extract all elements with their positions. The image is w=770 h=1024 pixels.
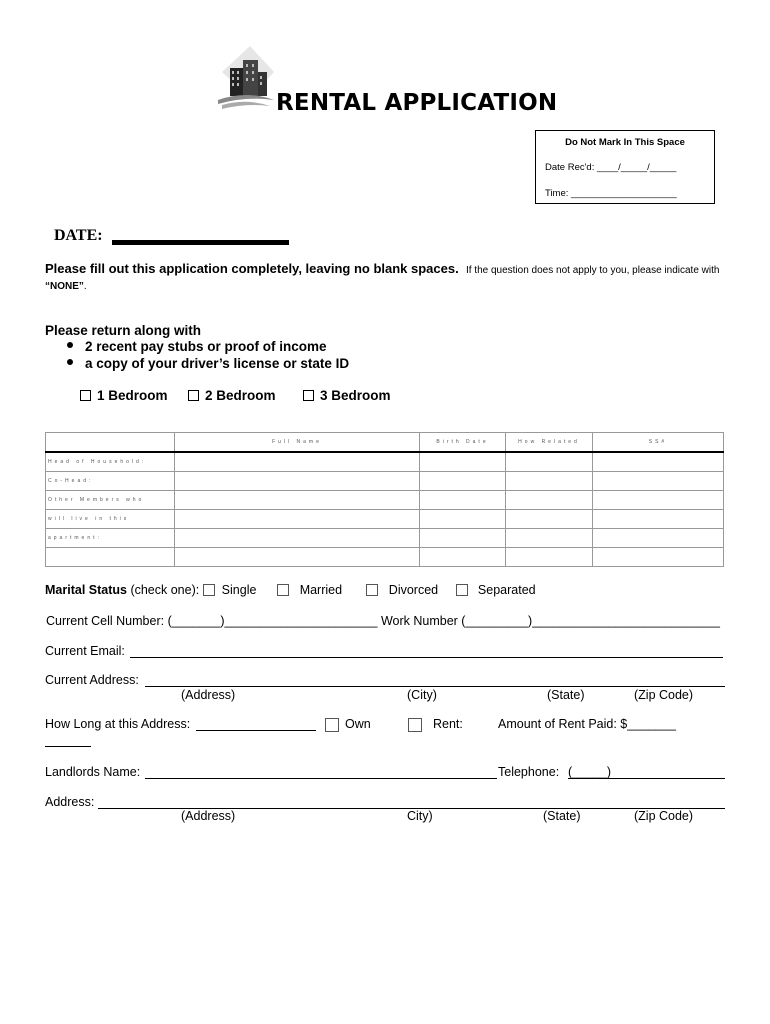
address-caption: (Address) (181, 809, 236, 823)
email-input-line[interactable] (130, 657, 723, 658)
table-cell[interactable] (506, 472, 593, 491)
instructions-end: . (83, 281, 87, 292)
landlord-address-label: Address: (45, 795, 95, 809)
column-header: Full Name (175, 433, 420, 453)
table-cell[interactable] (175, 510, 420, 529)
own-checkbox[interactable] (325, 718, 339, 732)
building-logo (216, 46, 274, 110)
page-title: RENTAL APPLICATION (276, 90, 558, 116)
table-cell[interactable] (175, 491, 420, 510)
city-caption: (City) (407, 688, 437, 702)
landlord-name-input-line[interactable] (145, 778, 497, 779)
table-cell[interactable] (593, 529, 724, 548)
bullet-icon (67, 342, 73, 348)
state-caption: (State) (547, 688, 585, 702)
bedroom-label: 3 Bedroom (320, 388, 391, 403)
option-label: Separated (477, 583, 536, 597)
single-checkbox[interactable] (203, 584, 215, 596)
list-item (67, 339, 327, 354)
column-header: SS# (593, 433, 724, 453)
table-cell[interactable] (420, 491, 506, 510)
bedroom-label: 2 Bedroom (205, 388, 276, 403)
table-cell[interactable] (506, 529, 593, 548)
column-header: How Related (506, 433, 593, 453)
address-input-line[interactable] (145, 686, 725, 687)
bedroom-option-1[interactable] (80, 388, 168, 403)
table-cell[interactable] (506, 491, 593, 510)
checkbox-icon[interactable] (303, 390, 314, 401)
table-cell[interactable] (593, 548, 724, 567)
marital-label: Marital Status (45, 583, 127, 597)
table-row (46, 529, 724, 548)
state-caption: (State) (543, 809, 581, 823)
row-label: will live in this (46, 510, 175, 529)
date-line[interactable] (112, 240, 289, 245)
how-long-input-line[interactable] (196, 730, 316, 731)
checkbox-icon[interactable] (188, 390, 199, 401)
table-cell[interactable] (175, 529, 420, 548)
phone-row[interactable] (46, 614, 720, 628)
table-cell[interactable] (420, 452, 506, 472)
list-item (67, 356, 349, 371)
city-caption: City) (407, 809, 433, 823)
table-cell[interactable] (420, 510, 506, 529)
landlord-name-label: Landlords Name: (45, 765, 141, 779)
row-label (46, 548, 175, 567)
marital-status-row (45, 583, 536, 597)
separated-checkbox[interactable] (456, 584, 468, 596)
bullet-icon (67, 359, 73, 365)
table-cell[interactable] (420, 548, 506, 567)
time-field: Time: ____________________ (545, 188, 677, 199)
table-cell[interactable] (175, 548, 420, 567)
landlord-phone-input-line[interactable] (568, 778, 725, 779)
option-label: Divorced (388, 583, 439, 597)
return-heading: Please return along with (45, 323, 202, 338)
none-word: “NONE” (45, 281, 84, 292)
table-cell[interactable] (593, 491, 724, 510)
table-row (46, 472, 724, 491)
rent-paid-continuation-line[interactable] (45, 746, 91, 747)
row-label: apartment: (46, 529, 175, 548)
table-cell[interactable] (420, 472, 506, 491)
row-label: Other Members who (46, 491, 175, 510)
address-label: Current Address: (45, 673, 139, 687)
table-cell[interactable] (420, 529, 506, 548)
date-label: DATE: (54, 227, 103, 244)
table-cell[interactable] (175, 472, 420, 491)
table-header-row (46, 433, 724, 453)
office-use-box (535, 130, 715, 204)
cell-number-field[interactable]: Current Cell Number: (_______)______________________ (46, 614, 381, 628)
table-cell[interactable] (593, 510, 724, 529)
table-row (46, 510, 724, 529)
option-label: Single (221, 583, 257, 597)
table-cell[interactable] (506, 452, 593, 472)
table-row (46, 491, 724, 510)
checkbox-icon[interactable] (80, 390, 91, 401)
instructions-normal: If the question does not apply to you, please indicate with (465, 265, 720, 276)
row-label: Head of Household: (46, 452, 175, 472)
rent-paid-field[interactable]: Amount of Rent Paid: $_______ (498, 717, 676, 731)
zip-caption: (Zip Code) (634, 688, 694, 702)
date-received-field: Date Rec'd: ____/_____/_____ (545, 162, 677, 173)
table-cell[interactable] (506, 548, 593, 567)
table-cell[interactable] (593, 452, 724, 472)
table-row (46, 548, 724, 567)
landlord-phone-field[interactable]: (_____) (568, 765, 612, 779)
how-long-label: How Long at this Address: (45, 717, 191, 731)
table-row (46, 452, 724, 472)
option-label: Married (299, 583, 343, 597)
instructions (45, 262, 735, 294)
instructions-bold: Please fill out this application completely, leaving no blank spaces. (45, 261, 459, 276)
table-cell[interactable] (175, 452, 420, 472)
bedroom-label: 1 Bedroom (97, 388, 168, 403)
rent-label: Rent: (433, 717, 463, 731)
column-header: Birth Date (420, 433, 506, 453)
occupant-table (45, 432, 724, 567)
table-cell[interactable] (593, 472, 724, 491)
rent-checkbox[interactable] (408, 718, 422, 732)
own-label: Own (345, 717, 371, 731)
address-caption: (Address) (181, 688, 236, 702)
married-checkbox[interactable] (277, 584, 289, 596)
work-number-field[interactable]: Work Number (_________)___________________________ (380, 614, 720, 628)
list-item-text: 2 recent pay stubs or proof of income (85, 339, 327, 354)
bedroom-option-3[interactable] (303, 388, 391, 403)
bedroom-option-2[interactable] (188, 388, 276, 403)
table-cell[interactable] (506, 510, 593, 529)
landlord-phone-label: Telephone: (498, 765, 560, 779)
marital-hint: (check one): (126, 583, 200, 597)
divorced-checkbox[interactable] (366, 584, 378, 596)
list-item-text: a copy of your driver’s license or state ID (85, 356, 350, 371)
row-label: Co-Head: (46, 472, 175, 491)
zip-caption: (Zip Code) (634, 809, 694, 823)
office-use-heading: Do Not Mark In This Space (565, 137, 685, 148)
column-header (46, 433, 175, 453)
email-label: Current Email: (45, 644, 125, 658)
